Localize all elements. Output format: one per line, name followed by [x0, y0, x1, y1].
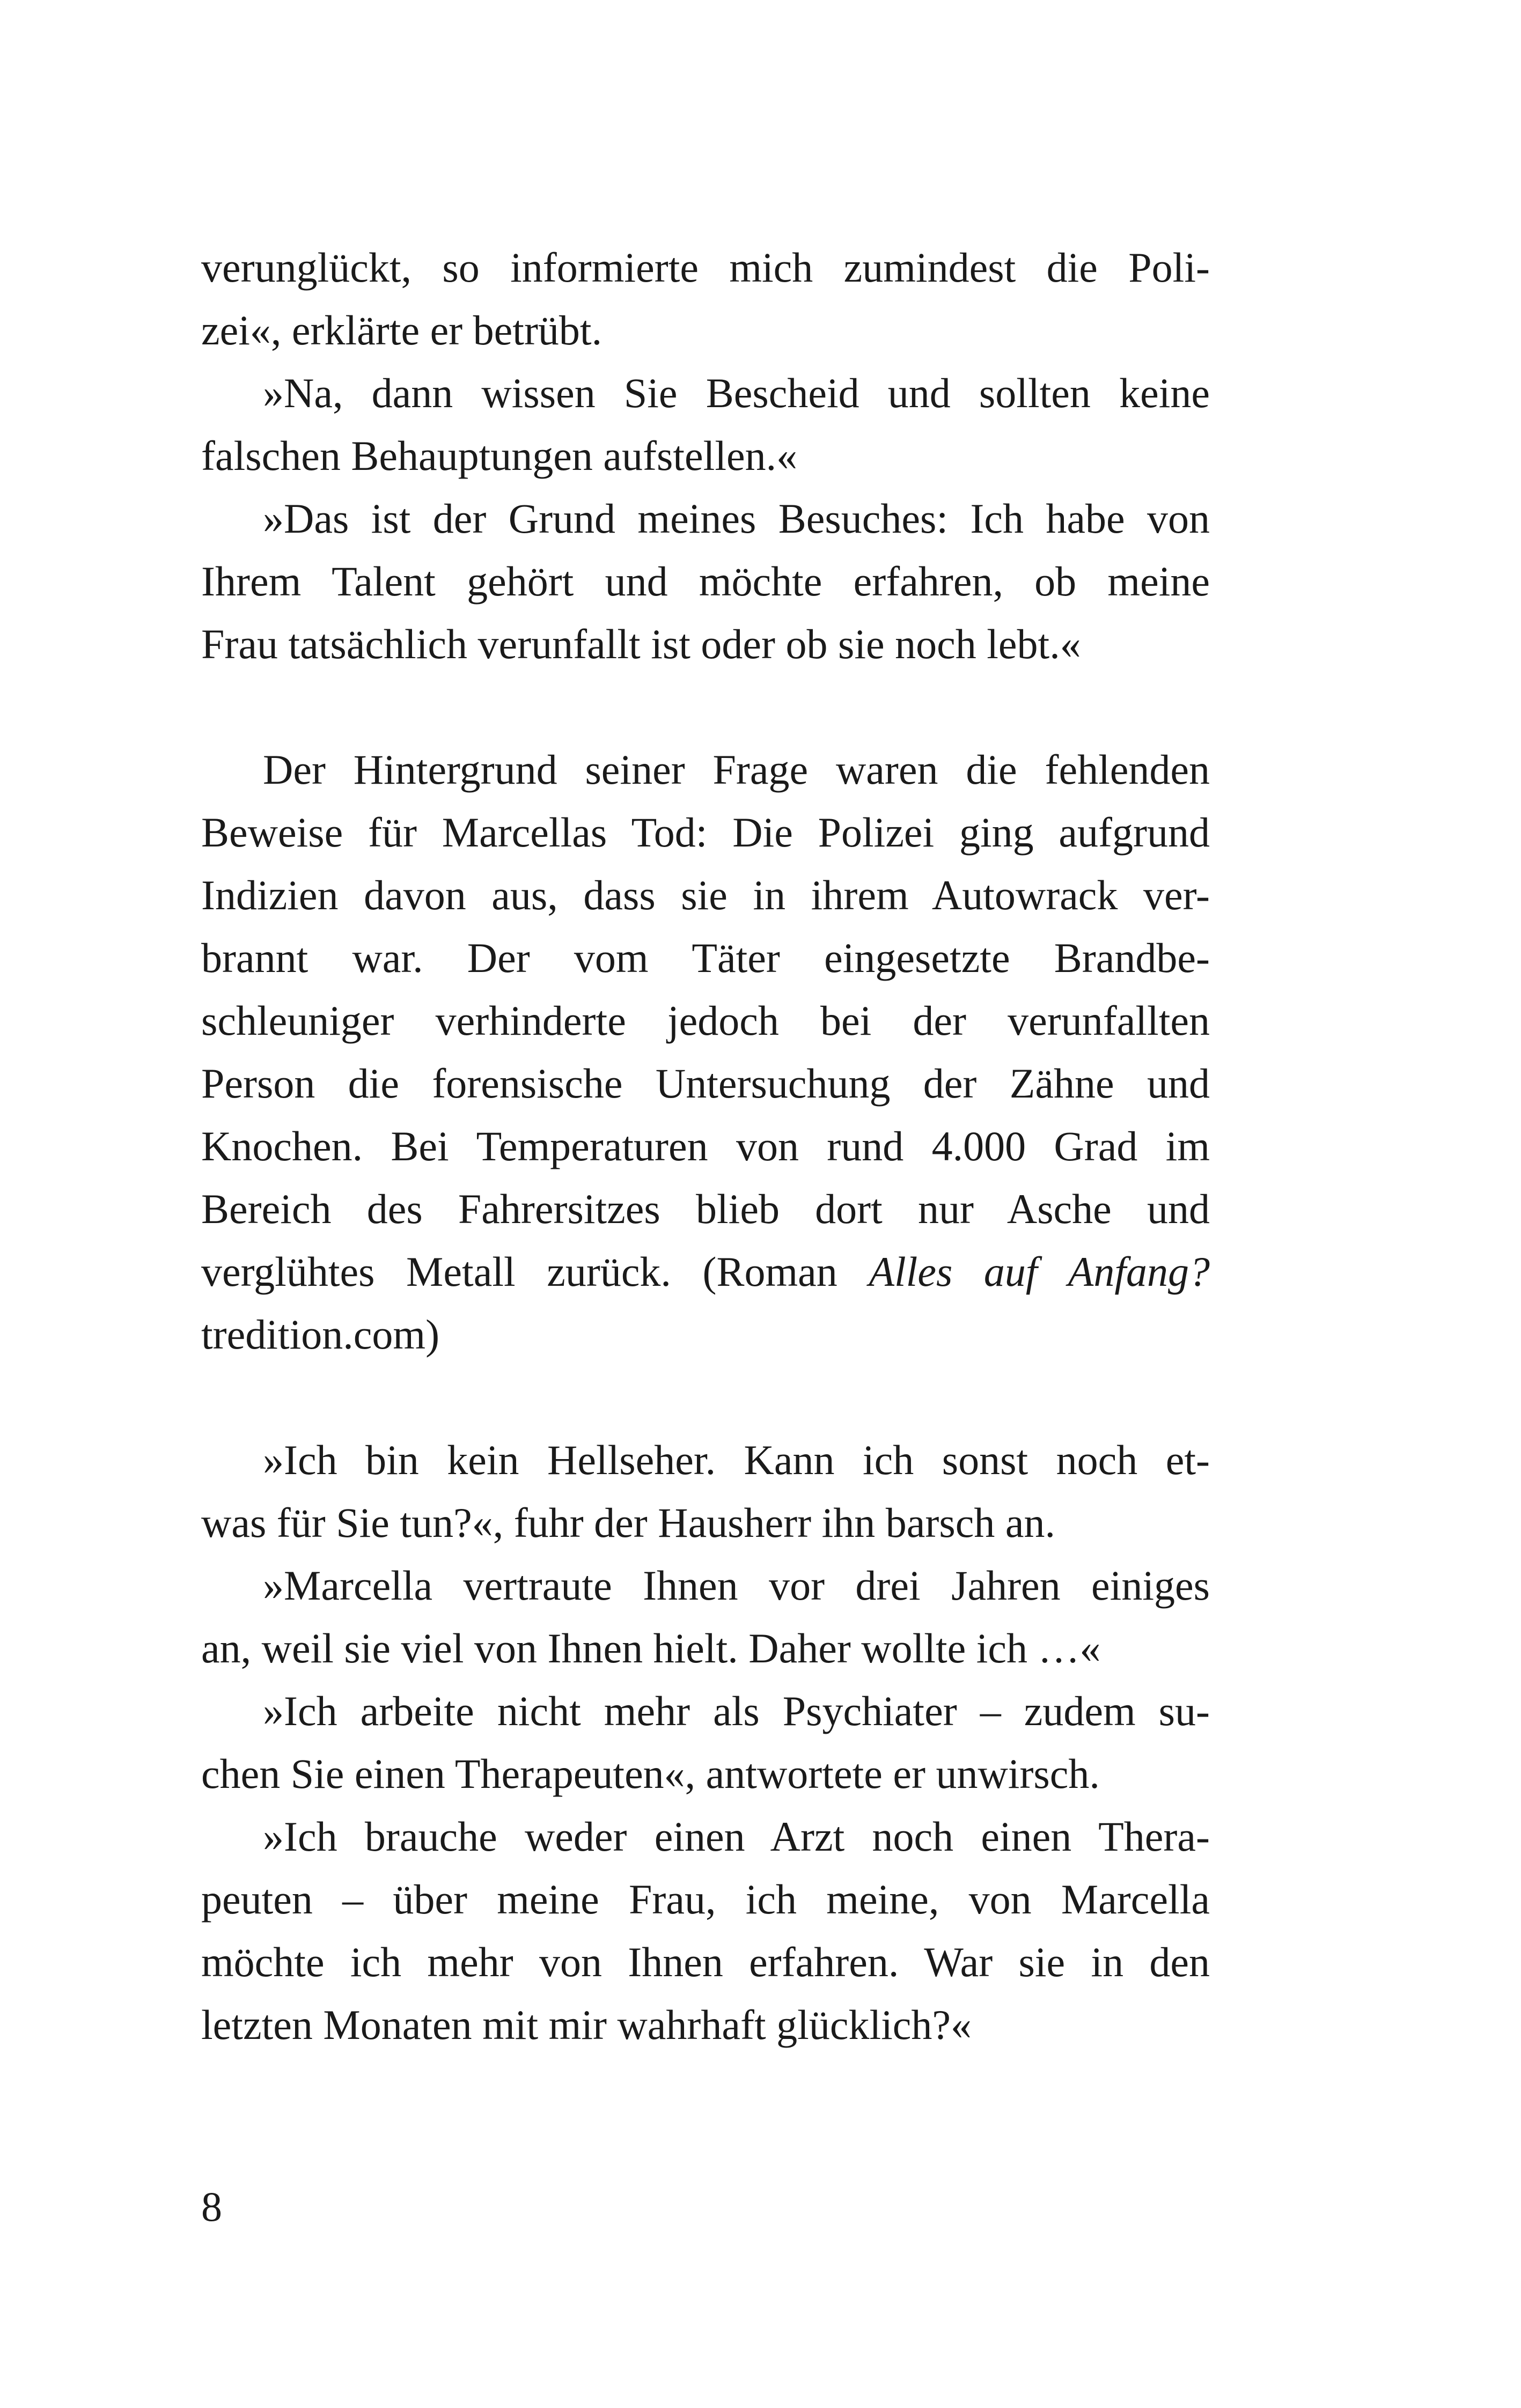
- paragraph: [201, 1554, 1210, 1680]
- text-line: »Ich brauche weder einen Arzt noch einen Thera-: [263, 1813, 1210, 1860]
- text-line: tredition.com): [201, 1311, 440, 1358]
- text-line: Person die forensische Untersuchung der Zähne und: [201, 1060, 1210, 1107]
- text-line: »Marcella vertraute Ihnen vor drei Jahren einiges: [263, 1562, 1210, 1609]
- text-line: verunglückt, so informierte mich zumindest die Poli-: [201, 244, 1210, 291]
- book-title: Alles auf Anfang?: [869, 1248, 1210, 1295]
- page-number: 8: [201, 2183, 222, 2230]
- text-line: zei«, erklärte er betrübt.: [201, 307, 602, 354]
- paragraph: [201, 1680, 1210, 1805]
- text-line: Indizien davon aus, dass sie in ihrem Autowrack ver-: [201, 872, 1210, 918]
- text-line: »Ich bin kein Hellseher. Kann ich sonst noch et-: [263, 1437, 1210, 1483]
- text-line: Der Hintergrund seiner Frage waren die fehlenden: [263, 746, 1210, 793]
- section-gap: [201, 675, 1210, 738]
- text-line: chen Sie einen Therapeuten«, antwortete er unwirsch.: [201, 1750, 1100, 1797]
- background-paragraph: [201, 738, 1210, 1366]
- text-line-prefix: verglühtes Metall zurück. (Roman: [201, 1248, 869, 1295]
- paragraph: [201, 487, 1210, 675]
- text-line: schleuniger verhinderte jedoch bei der verunfallten: [201, 997, 1210, 1044]
- text-line: »Das ist der Grund meines Besuches: Ich habe von: [263, 495, 1210, 542]
- text-line: »Na, dann wissen Sie Bescheid und sollten keine: [263, 370, 1210, 416]
- text-line-with-title: [201, 1240, 1210, 1303]
- page-text-block: [201, 236, 1210, 2056]
- text-line: möchte ich mehr von Ihnen erfahren. War sie in den: [201, 1939, 1210, 1985]
- paragraph: [201, 362, 1210, 487]
- text-line: Bereich des Fahrersitzes blieb dort nur Asche und: [201, 1185, 1210, 1232]
- text-line: was für Sie tun?«, fuhr der Hausherr ihn barsch an.: [201, 1499, 1055, 1546]
- text-line: Ihrem Talent gehört und möchte erfahren, ob meine: [201, 558, 1210, 605]
- text-line: Frau tatsächlich verunfallt ist oder ob sie noch lebt.«: [201, 621, 1081, 667]
- paragraph: [201, 1805, 1210, 2056]
- section-gap: [201, 1366, 1210, 1428]
- paragraph: [201, 1428, 1210, 1554]
- text-line: Knochen. Bei Temperaturen von rund 4.000 Grad im: [201, 1123, 1210, 1169]
- text-line: letzten Monaten mit mir wahrhaft glücklich?«: [201, 2001, 972, 2048]
- text-line: brannt war. Der vom Täter eingesetzte Brandbe-: [201, 934, 1210, 981]
- text-line: Beweise für Marcellas Tod: Die Polizei ging aufgrund: [201, 809, 1210, 856]
- text-line: peuten – über meine Frau, ich meine, von Marcella: [201, 1876, 1210, 1923]
- text-line: falschen Behauptungen aufstellen.«: [201, 432, 798, 479]
- text-line: an, weil sie viel von Ihnen hielt. Daher wollte ich …«: [201, 1625, 1101, 1671]
- paragraph: [201, 236, 1210, 362]
- text-line: »Ich arbeite nicht mehr als Psychiater – zudem su-: [263, 1688, 1210, 1734]
